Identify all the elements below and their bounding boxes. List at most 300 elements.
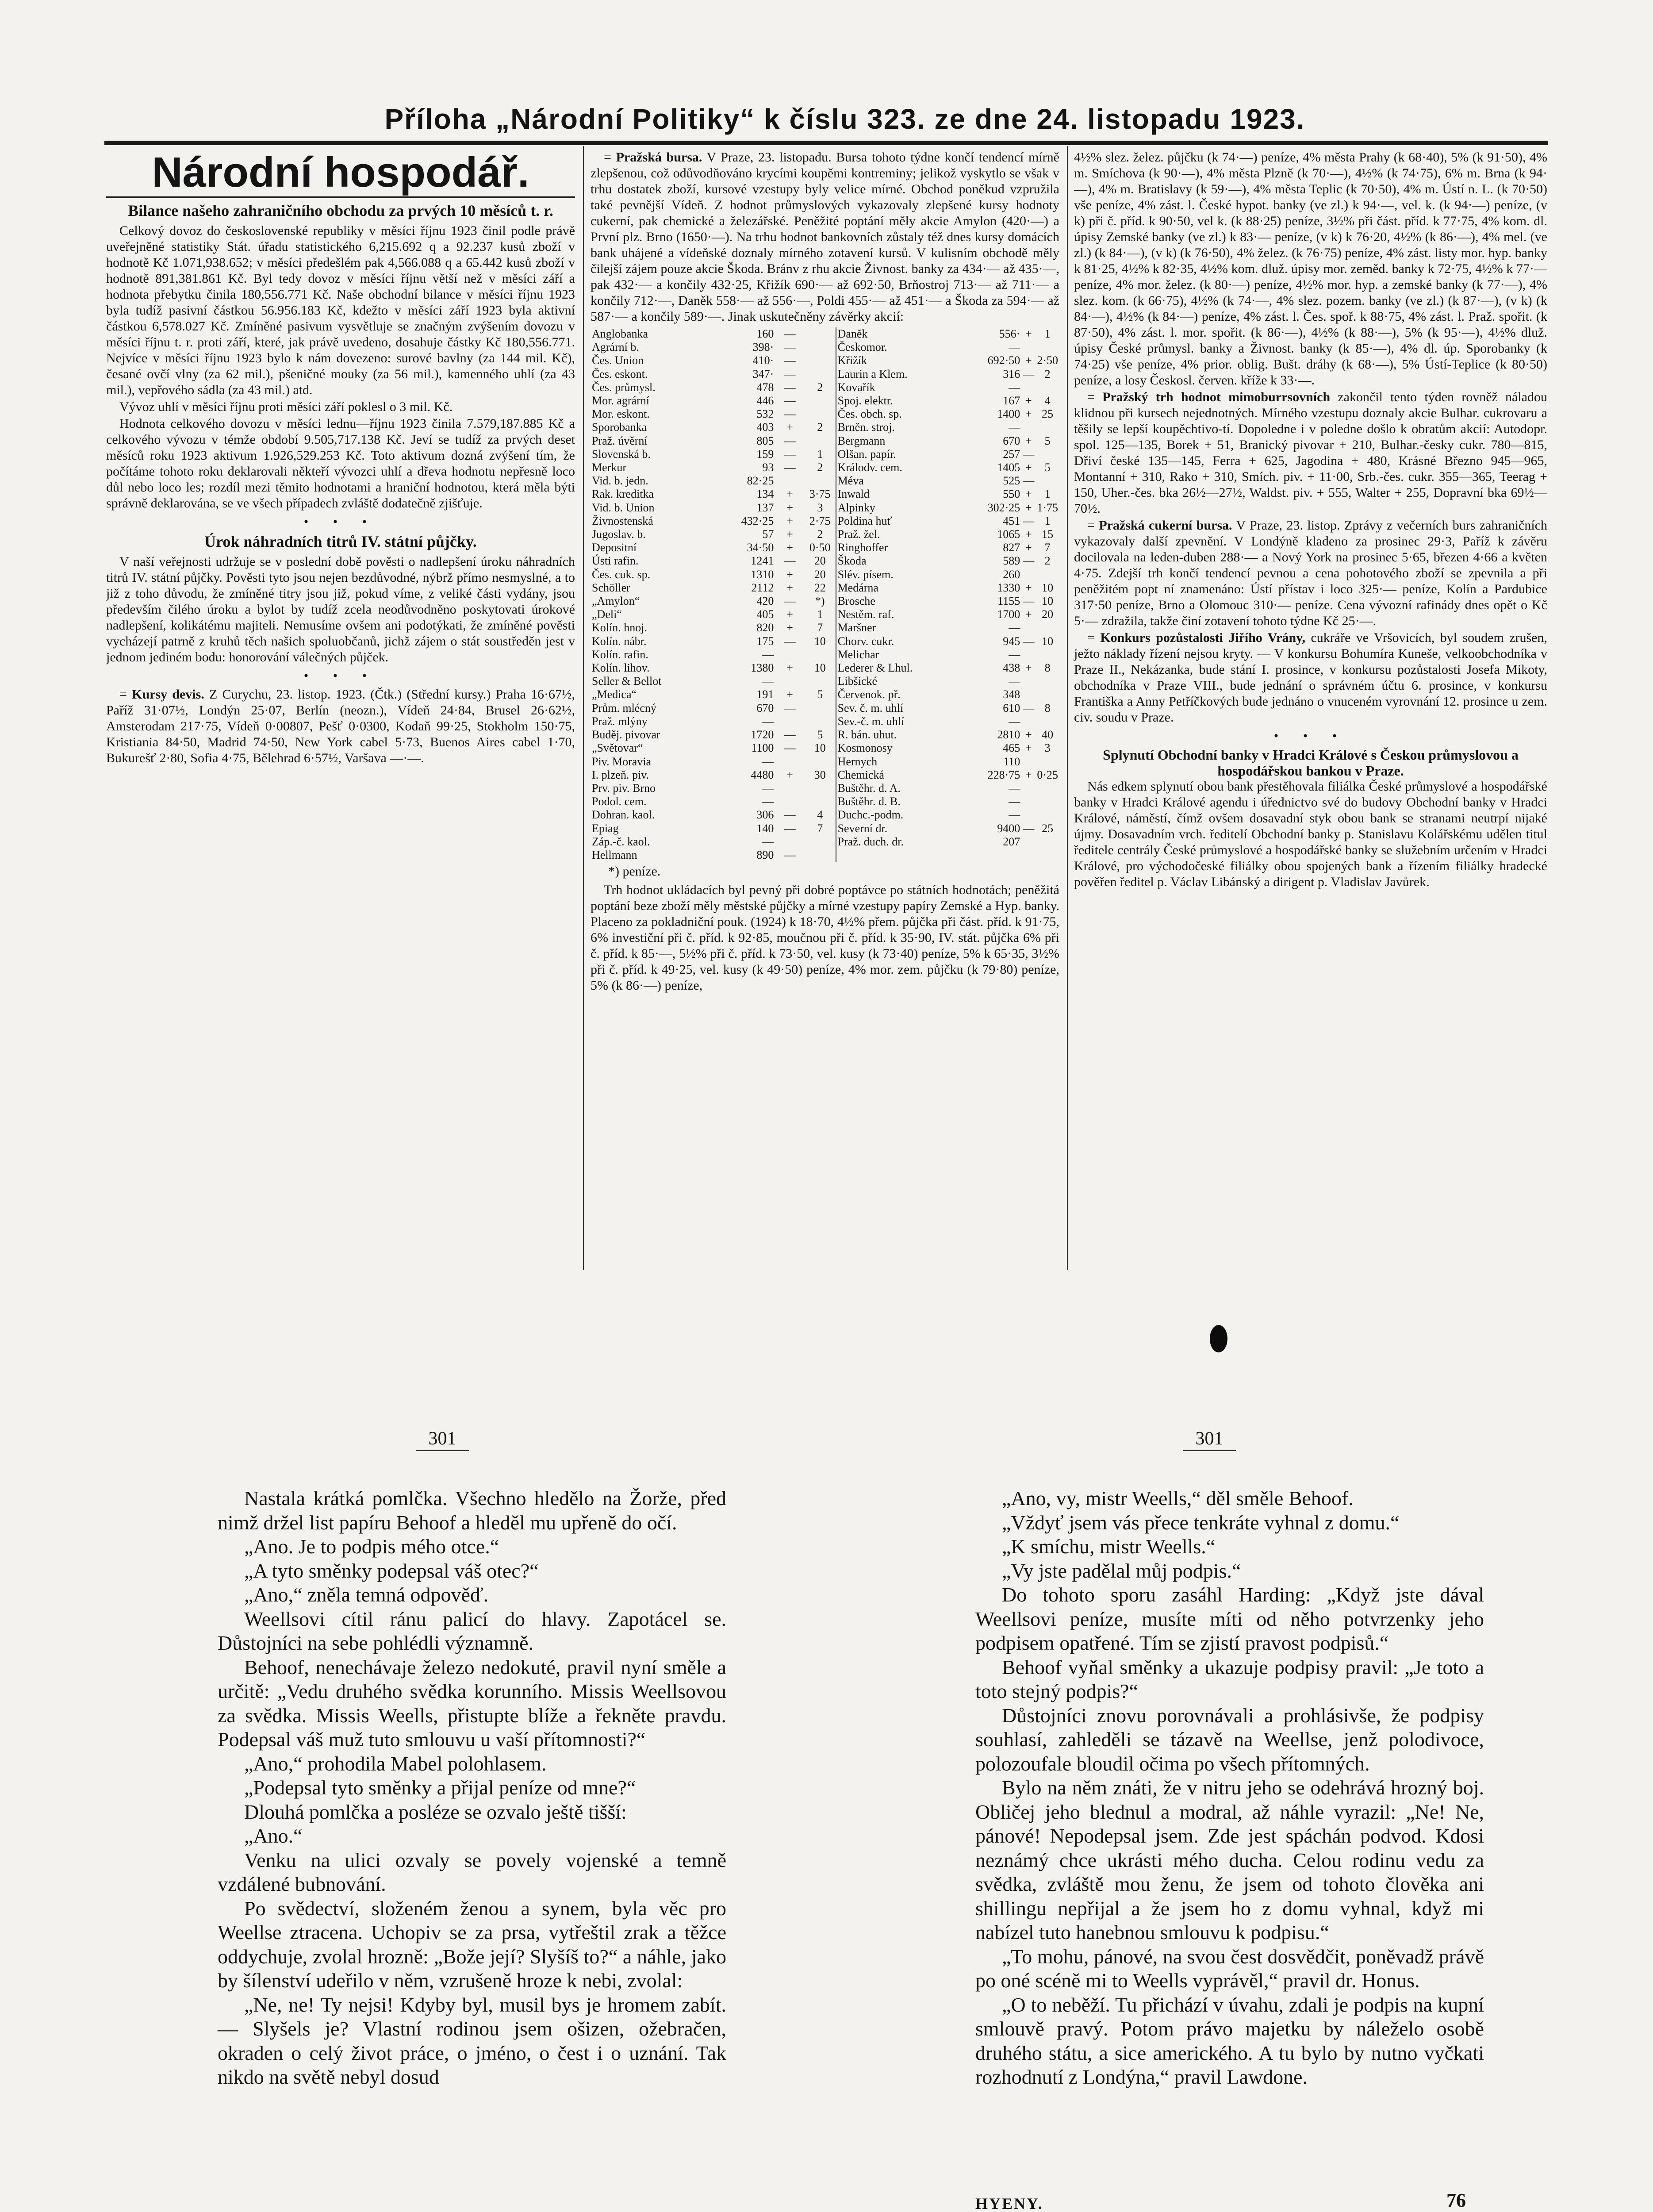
novel-paragraph: „Vy jste padělal můj podpis.“ [1002,1559,1241,1582]
stock-name: Praž. úvěrní [592,434,648,447]
stock-price: 451 [1003,514,1020,527]
stock-row [591,368,1059,381]
stock-change-sign: + [1025,394,1032,407]
stock-name: Spoj. elektr. [836,394,977,407]
stock-change-sign: — [784,461,796,474]
stock-change-sign: — [1023,634,1035,648]
stock-change [1036,835,1059,849]
stock-name: Slév. písem. [836,568,977,581]
stock-change-sign [1021,688,1036,701]
stock-name: Praž. duch. dr. [836,835,977,849]
article-paragraph-prague-bourse: = Pražská bursa. V Praze, 23. listopadu. Bursa tohoto týdne končí tendencí mírně zlepšenou, což odůvodňováno krycími koupěmi kontreminy; jelikož vyskytlo se však v trhu dostatek zboží, kursové vzestupy byly velice mírné. Obchod poněkud vzpružila také pevnější Vídeň. Z hodnot průmyslových vykazovaly zlepšené kursy hodnoty cukerní, pak chemické a železářské. Peněžité poptání měly akcie Amylon (420·—) a První plz. Brno (1650·—). Na trhu hodnot bankovních zůstaly též dnes kursy domácích bank uhájené a vídeňské doznaly mírného zotavení kursů. V kulisním obchodě měly čilejší zájem pouze akcie Škoda. Bránv z rhu akcie Živnost. banky za 434·— až 435·—, pak 432·— a končily 432·25, Křižík 690·— až 692·50, Brňostroj 713·— až 711·— a končily 712·—, Daněk 558·— až 556·—, Poldi 455·— až 451·— a Škoda za 594·— až 587·— a končily 589·—. Jinak uskutečněny závěrky akcií: [591,150,1059,324]
stock-row [591,488,1059,501]
stock-row [591,394,1059,407]
stock-change: 5 [817,688,823,701]
stock-name: Chemická [836,768,977,782]
article-paragraph: Celkový dovoz do československé republiky v měsíci říjnu 1923 činil podle právě uveřejněné statistiky Stát. úřadu statistického 6,215.692 q a 92.237 kusů zboží v hodnotě Kč 1.071,938.652; v měsíci předešlém pak 4,566.088 q a 65.442 kusů zboží v hodnotě 891,381.861 Kč. Byl tedy dovoz v měsíci říjnu větší než v měsíci září a hodnota přebytku činila 180,556.771 Kč. Naše obchodní bilance v měsíci říjnu 1923 byla tudíž pasivní částkou 56.956.183 Kč, kdežto v měsíci září 1923 byla aktivní částkou 6,578.027 Kč. Zmíněné pasivum vysvětluje se značným zvýšením dovozu v měsíci říjnu t. r. proti září, které, jak právě uvedeno, dosahuje částky Kč 180,556.771. Nejvíce v měsíci říjnu 1923 bylo k nám dovezeno: surové bavlny (za 144 mil. Kč), česané ovčí vlny (za 62 mil.), pšeničné mouky (za 56 mil.), kamenného uhlí (za 43 mil.), vepřového sádla (za 43 mil.) atd. [106,223,575,397]
stock-change-sign [1021,715,1036,728]
stock-change-sign [775,755,805,768]
stock-change-sign: + [786,581,793,594]
stock-change: 7 [1044,541,1051,554]
stock-change: 1 [1044,488,1051,501]
stock-name: Prům. mlécný [592,701,656,714]
stock-change-sign [1021,341,1036,354]
novel-paragraph: „To mohu, pánové, na svou čest dosvědčit, poněvadž právě po oné scéně mi to Weells vyprávěl,“ pravil dr. Honus. [975,1945,1484,1992]
stock-change-sign [775,715,805,728]
article-paragraph: = Pražská cukerní bursa. V Praze, 23. listop. Zprávy z večerních burs zahraničních vykazovaly další zpevnění. V Londýně kladeno za prosinec 29·3, Paříž k závěru docilovala na leden-duben 288·— a Nový York na prosinec 5·65, březen 4·66 a květen 4·75. Zdejší trh končí tendencí pevnou a cena pohotového zboží se zpevnila a při peněžitém popt ní znamenáno: Ústí přístav i loco 325·— peníze, Kolín a Pardubice 317·50 peníze, Brno a Olomouc 310·— peníze. Cena vývozní rafinády dnes opět o Kč 5·— zdražila, takže činí zotavení tohoto týdne Kč 25·—. [1074,518,1548,628]
stock-change-sign: + [786,421,793,434]
stock-change-sign: — [784,595,796,608]
stock-price: 1720 [751,728,774,741]
stock-change: 4 [817,808,823,822]
stock-row [591,648,1059,661]
stock-row [591,661,1059,675]
stock-change-sign: + [786,488,793,501]
stock-change-sign [1021,808,1036,822]
stock-change [805,795,836,808]
stock-price: 110 [1003,755,1020,768]
stock-change [805,434,836,448]
stock-change-sign: — [784,701,796,714]
separator-dots: • • • [1273,729,1348,743]
stock-change [805,702,836,715]
stock-change: 8 [1044,701,1051,714]
stock-row [591,741,1059,755]
stock-name: Buděj. pivovar [592,728,660,741]
stock-price: 1310 [751,568,774,581]
stock-price: 140 [756,822,774,835]
stock-name: Alpinky [836,501,977,515]
novel-column-right [975,1486,1484,2089]
stock-price: 670 [1003,434,1020,447]
article-paragraph: Trh hodnot ukládacích byl pevný při dobré poptávce po státních hodnotách; peněžitá poptání beze zboží měly městské půjčky a mírné vzestupy papíry Zemské a Hyp. banky. Placeno za pokladniční pouk. (1924) k 18·70, 4½% přem. půjčka při část. příd. k 91·75, 6% investiční při č. příd. k 92·85, moučnou při č. příd. k 35·90, IV. stát. půjčka 6% při č. příd. k 85·—, 5½% při č. příd. k 73·50, vel. kusy (k 73·40) peníze, 5% k 65·35, 3½% při č. příd. k 49·25, vel. kusy (k 49·50) peníze, 4% mor. zem. půjčku (k 79·80) peníze, 5% (k 86·—) peníze, [591,883,1059,993]
stock-name: Vid. b. jedn. [592,474,648,488]
article-lead: Pražská cukerní bursa. [1099,518,1232,533]
stock-change: 20 [1042,608,1054,621]
stock-name: Jugoslav. b. [592,528,646,541]
stock-price: 82·25 [747,474,774,488]
stock-change-sign [1021,849,1036,862]
stock-price: 405 [756,608,774,621]
stock-change-sign: + [1025,581,1032,594]
stock-change-sign: — [1023,701,1035,714]
page-number-right: 301 [1195,1429,1223,1449]
stock-change-sign: + [786,541,793,554]
stock-name: Hellmann [592,848,637,861]
stock-change [1036,795,1059,808]
stock-change-sign: + [1025,407,1032,421]
stock-price: 478 [756,380,774,394]
stock-name: Dohran. kaol. [592,808,655,822]
stock-change: 8 [1044,661,1051,675]
stock-price: 1241 [751,554,774,568]
stock-change-sign: — [784,327,796,340]
article-lead: Konkurs pozůstalosti Jiřího Vrány, [1100,630,1306,645]
stock-row [591,448,1059,461]
stock-change: 10 [1042,581,1054,594]
stock-change [1036,715,1059,728]
stock-price: 692·50 [987,354,1020,367]
stock-change-sign [1021,421,1036,434]
stock-price: — [1009,714,1020,728]
stock-row [591,782,1059,795]
stock-price: 805 [756,434,774,447]
stock-change-sign: + [786,688,793,701]
stock-price: 34·50 [747,541,774,554]
stock-price: 890 [756,848,774,861]
stock-change-sign: — [1023,822,1035,835]
stock-change-sign: + [786,608,793,621]
column-3 [1074,150,1547,891]
stock-change [1036,448,1059,461]
novel-paragraph: Nastala krátká pomlčka. Všechno hledělo na Žorže, před nimž držel list papíru Behoof a hleděl mu upřeně do očí. [218,1487,726,1534]
stock-change [1036,621,1059,634]
stock-change-sign: — [784,434,796,447]
stock-name: Libšické [836,675,977,688]
stock-name [836,849,977,862]
stock-change [805,407,836,421]
stock-name: Křižík [836,354,977,367]
stock-change: 15 [1042,528,1054,541]
stock-row [591,715,1059,728]
stock-change [1036,782,1059,795]
stock-price: 465 [1003,741,1020,755]
separator-dots: • • • [303,515,378,529]
stock-price: 550 [1003,488,1020,501]
stock-name: Červenok. př. [836,688,977,701]
stock-change [805,755,836,768]
stock-price: — [762,675,774,688]
section-title-underline [106,196,575,198]
stock-name: Vid. b. Union [592,501,655,514]
stock-price: — [762,835,774,848]
stock-change-sign: — [784,394,796,407]
novel-paragraph: „Ano. Je to podpis mého otce.“ [244,1535,499,1558]
stock-change-sign [1021,648,1036,661]
article-paragraph-devises: = Kursy devis. Z Curychu, 23. listop. 1923. (Čtk.) (Střední kursy.) Praha 16·67½, Paříž 31·07½, Londýn 25·07, Berlín (neozn.), Vídeň 24·84, Brusel 26·62½, Amsterodam 217·75, Vídeň 0·00807, Pešť 0·0300, Kodaň 99·25, Stokholm 150·75, Kristiania 84·50, Madrid 74·50, New York cabel 5·73, Buenos Aires cabel 1·70, Bukurešť 2·80, Sofia 4·75, Bělehrad 6·57½, Varšava —·—. [106,687,575,765]
stock-change [805,394,836,407]
stock-change-sign: + [1025,461,1032,474]
stock-change-sign: + [1025,354,1032,367]
stock-change: 2 [817,461,823,474]
stock-change-sign: — [784,447,796,461]
stock-change-sign: — [784,808,796,822]
stock-change [1036,688,1059,701]
stock-name: Medárna [836,581,977,595]
stock-name: „Medica“ [592,688,637,701]
stock-change-sign [775,835,805,849]
novel-paragraph: Bylo na něm znáti, že v nitru jeho se odehrává hrozný boj. Obličej jeho blednul a modral, až náhle vyrazil: „Ne! Ne, pánové! Nepodepsal jsem. Zde jest spáchán podvod. Kdosi neznámý chce ukrásti mého ducha. Celou rodinu vedu za svědka, zvláště mou ženu, že jsem od tohoto člověka ani shillingu nepřijal a že jsem ho z domu vyhnal, když mi nabízel tuto hanebnou smlouvu k podpisu.“ [975,1776,1484,1943]
stock-change-sign [1021,675,1036,688]
stock-price: 1400 [997,407,1020,421]
novel-paragraph: „Ano, vy, mistr Weells,“ děl směle Behoof. [1002,1487,1354,1509]
stock-price: 398· [752,341,774,354]
stock-price: 9400 [997,822,1020,835]
novel-paragraph: Do tohoto sporu zasáhl Harding: „Když jste dával Weellsovi peníze, musíte míti od něho potvrzenky jeho podpisem opatřené. Tím se zjistí pravost podpisů.“ [975,1583,1484,1654]
stock-name: Podol. cem. [592,795,647,808]
stock-name: Bergmann [836,434,977,448]
stock-change-sign [775,782,805,795]
stock-change: 1 [1044,514,1051,527]
stock-change: 10 [814,661,826,675]
stock-row [591,421,1059,434]
stock-name: Severní dr. [836,822,977,835]
novel-paragraph: „Podepsal tyto směnky a přijal peníze od mne?“ [244,1776,636,1799]
stock-price: 1155 [997,595,1020,608]
stock-name: Kolín. nábr. [592,634,647,648]
stock-price: — [762,781,774,795]
stock-change: 2·75 [809,514,831,527]
stock-row [591,835,1059,849]
stock-change: 25 [1042,407,1054,421]
stock-name: Kolín. hnoj. [592,621,647,634]
stock-change: 22 [814,581,826,594]
stock-price: 827 [1003,541,1020,554]
stock-name: Mor. agrární [592,394,649,407]
stock-name: Škoda [836,554,977,568]
stock-change: 2·50 [1037,354,1058,367]
stock-row [591,755,1059,768]
stock-row [591,407,1059,421]
stock-name: Daněk [836,327,977,341]
footnote: *) peníze. [608,864,661,879]
stock-change: 1 [817,608,823,621]
article-lead: Kursy devis. [132,687,204,702]
stock-name: Depositní [592,541,637,554]
stock-row [591,675,1059,688]
stock-price: 589 [1003,554,1020,568]
stock-price: — [1009,380,1020,394]
stock-name: Čes. obch. sp. [836,407,977,421]
print-dot [1210,1325,1227,1352]
stock-name: Hernych [836,755,977,768]
stock-name: Sporobanka [592,421,647,434]
stock-price: 134 [756,488,774,501]
stock-row [591,688,1059,701]
stock-price: — [1009,675,1020,688]
stock-change-sign: + [1025,608,1032,621]
stock-price: 2112 [751,581,774,594]
stock-change-sign: — [784,822,796,835]
stock-name: Agrární b. [592,341,639,354]
stock-name: Anglobanka [592,327,648,340]
stock-price: 93 [762,461,774,474]
stock-change [805,849,836,862]
stock-name: Epiag [592,822,619,835]
stock-change-sign: — [1023,367,1035,380]
article-paragraph: = Pražský trh hodnot mimoburrsovních zakončil tento týden rovněž náladou klidnou při kursech nejednotných. Mírného vzestupu doznaly akcie Bulhar. cukrovaru a těšily se lepší koupěchtivo-tí. Dopoledne i v poledne došlo k obratům akcií: Autodopr. spol. 125—135, Borek + 51, Branický pivovar + 210, Bulhar.-česky cukr. 780—815, Dřiví české 135—145, Ferra + 625, Jagodina + 480, Krásné Březno 945—965, Montanní + 310, Rako + 310, Smích. piv. + 11·00, Srb.-čes. cukr. 355—365, Teerag + 150, Uher.-čes. bka 26½—27½, Waldst. piv. + 555, Walter + 255, Dopravní bka 69½—70½. [1074,390,1548,516]
stock-price: 820 [756,621,774,634]
stock-change [805,675,836,688]
stock-price: 347· [752,367,774,380]
novel-paragraph: „A tyto směnky podepsal váš otec?“ [244,1559,539,1582]
stock-change [1036,755,1059,768]
stock-change: 5 [1044,434,1051,447]
article-text: V Praze, 23. listop. Zprávy z večerních burs zahraničních vykazovaly další zpevnění. V Londýně kladeno za prosinec 29·3, Paříž k závěru docilovala na leden-duben 288·— a Nový York na prosinec 5·65, březen 4·66 a květen 4·75. Zdejší trh končí tendencí pevnou a cena pohotového zboží se zpevnila a při peněžitém popt ní znamenáno: Ústí přístav i loco 325·— peníze, Kolín a Pardubice 317·50 peníze, Brno a Olomouc 310·— peníze. Cena vývozní rafinády dnes opět o Kč 5·— zdražila, takže činí zotavení tohoto týdne Kč 25·—. [1074,518,1548,628]
article-paragraph: Hodnota celkového dovozu v měsíci lednu—říjnu 1923 činila 7.579,187.885 Kč a celkového vývozu v témže období 9.505,717.138 Kč. Jeví se tudíž za prvých deset měsíců roku 1923 aktivum 1.926,529.253 Kč. Toto aktivum dozná zvýšení tím, že počítáme tohoto roku deklarovali někteří vývozci uhlí a dřeva hodnotu nepřesně loco důl nebo loco les; rozdíl mezi těmito hodnotami a hraniční hodnotou, která měla býti správně deklarována, se ve všech případech zvláště dodatečně zjišťuje. [106,416,575,511]
stock-change: *) [815,595,825,608]
stock-change [1036,808,1059,822]
stock-name: Olšan. papír. [836,448,977,461]
stock-change-sign [775,675,805,688]
page-number-rule [1183,1450,1236,1451]
stock-row [591,341,1059,354]
stock-change-sign: — [784,728,796,741]
article-paragraph: Nás edkem splynutí obou bank přestěhovala filiálka České průmyslové a hospodářské banky v Hradci Králové agendu i úřednictvo své do budovy Obchodní banky v Hradci Králové, náměstí, čímž ovšem dosavadní styk obou bank se stranami neutrpí nijaké újmy. Dosavadním vrch. ředitelí Obchodní banky p. Stanislavu Kolářskému udělen titul ředitele centrály České průmyslové a hospodářské banky se služebním určením v Hradci Králové, pro východočeské filiálky obou spojených bank a řízením filiálky hradecké pověřen ředitel p. Václav Libánský a dirigent p. Vladislav Javůrek. [1074,779,1547,889]
stock-change [805,835,836,849]
stock-row [591,849,1059,862]
novel-column-left [218,1486,726,2089]
article-text: cukráře ve Vršovicích, byl soudem zrušen, ježto náklady řízení nejsou kryty. — V konkursu Bohumíra Kuneše, velkoobchodníka v Praze II., Nekázanka, bude stání I. prosince, v konkursu pozůstalosti Josefa Mikoty, obchodníka v Praze VIII., bude jednání o správném účtu 6. prosince, v konkursu Františka a Anny Petříčkových bude jednáno o vnuceném vyrovnání 12. prosince u zem. civ. soudu v Praze. [1074,630,1548,725]
stock-row [591,728,1059,741]
stock-price: 610 [1003,701,1020,714]
stock-change-sign: + [786,528,793,541]
stock-change: 3·75 [809,488,831,501]
stock-price: 1700 [997,608,1020,621]
stock-change-sign: — [1023,554,1035,568]
stock-name: Slovenská b. [592,447,651,461]
stock-change [805,354,836,367]
stock-change: 2 [1044,554,1051,568]
stock-price: 57 [762,528,774,541]
supplement-header: Příloha „Národní Politiky“ k číslu 323. ze dne 24. listopadu 1923. [384,103,1305,135]
stock-price: 438 [1003,661,1020,675]
stock-change [1036,675,1059,688]
stock-name: Praž. žel. [836,528,977,541]
stock-price: — [1009,795,1020,808]
stock-change: 20 [814,568,826,581]
page-number-rule [416,1450,469,1451]
stock-change: 1 [817,447,823,461]
stock-price: 257 [1003,447,1020,461]
stock-change: 2 [1044,367,1051,380]
stock-change [1036,568,1059,581]
stock-name: Nestěm. raf. [836,608,977,621]
stock-change-sign: + [786,568,793,581]
stock-change-sign: + [786,768,793,781]
novel-paragraph: Po svědectví, složeném ženou a synem, byla věc pro Weellse ztracena. Uchopiv se za prsa, vytřeštil zrak a těžce oddychuje, zvolal hrozně: „Bože její? Slyšíš to?“ a náhle, jako by šílenství udeřilo v něm, vzrušeně hroze k nebi, zvolal: [218,1897,726,1992]
stock-change: 10 [814,741,826,755]
stock-name: Brněn. stroj. [836,421,977,434]
column-2 [591,150,1059,995]
column-divider [1067,146,1068,1270]
stock-name: Kolín. lihov. [592,661,650,675]
stock-change: 40 [1042,728,1054,741]
stock-change-sign: + [1025,501,1032,514]
stock-name: Melichar [836,648,977,661]
novel-paragraph: „Ano,“ prohodila Mabel polohlasem. [244,1752,547,1775]
stock-change-sign [1021,755,1036,768]
stock-change: 1·75 [1037,501,1058,514]
stock-price: — [1009,341,1020,354]
article-paragraph: V naší veřejnosti udržuje se v poslední době pověsti o nadlepšení úroku náhradních titrů IV. státní půjčky. Pověsti tyto jsou nejen bezdůvodné, nýbrž přímo nesmyslné, a to již z toho důvodu, že zmíněné titry jsou již, pokud víme, z veliké části vydány, jsou především čilého úroku a bylot by tudíž zcela neodůvodněno poskytovati úrokové nadlepšení, kolikátému majiteli. Nemusíme ovšem ani podotýkati, že zmíněné pověsti vycházejí patrně z kruhů těch našich spoluobčanů, jichž zájem o stát soustředěn jest v jednom jediném bodu: honorování válečných půjček. [106,554,575,664]
stock-change-sign: + [786,621,793,634]
stock-price: — [762,714,774,728]
stock-row [591,702,1059,715]
article-lead: Pražská bursa. [616,150,702,165]
stock-price: 159 [756,447,774,461]
stock-row [591,595,1059,608]
column-1 [106,150,575,767]
stock-change: 5 [817,728,823,741]
page-number-left: 301 [428,1429,456,1449]
stock-price: 1065 [997,528,1020,541]
stock-change-sign: + [1025,434,1032,447]
stock-change [1036,849,1059,862]
stock-change-sign: + [1025,661,1032,675]
stock-change-sign: + [1025,327,1032,340]
stock-change [805,648,836,661]
stock-row [591,501,1059,515]
stock-change-sign: + [786,514,793,527]
stock-change-sign: — [784,634,796,648]
stock-change-sign: — [1023,595,1035,608]
stock-name: Čes. průmysl. [592,380,656,394]
stock-change-sign: — [784,554,796,568]
stock-row [591,474,1059,488]
stock-row [591,434,1059,448]
stock-change: 2 [817,380,823,394]
article-text: Z Curychu, 23. listop. 1923. (Čtk.) (Střední kursy.) Praha 16·67½, Paříž 31·07½, Londýn 25·07, Berlín (neozn.), Vídeň 24·84, Brusel 26·62½, Amsterodam 217·75, Vídeň 0·00807, Pešť 0·0300, Kodaň 99·25, Stokholm 150·75, Kristiania 84·50, Madrid 74·50, New York cabel 5·73, Buenos Aires cabel 1·70, Bukurešť 2·80, Sofia 4·75, Bělehrad 6·57½, Varšava —·—. [106,687,575,765]
stock-price: 1405 [997,461,1020,474]
article-paragraph: = Konkurs pozůstalosti Jiřího Vrány, cukráře ve Vršovicích, byl soudem zrušen, ježto náklady řízení nejsou kryty. — V konkursu Bohumíra Kuneše, velkoobchodníka v Praze II., Nekázanka, bude stání I. prosince, v konkursu pozůstalosti Josefa Mikoty, obchodníka v Praze VIII., bude jednání o správném účtu 6. prosince, v konkursu Františka a Anny Petříčkových bude jednáno o vnuceném vyrovnání 12. prosince u zem. civ. soudu v Praze. [1074,630,1548,725]
stock-price: 2810 [997,728,1020,741]
stock-name: Čes. cuk. sp. [592,568,651,581]
stock-name: Merkur [592,461,626,474]
novel-paragraph: „Ano,“ zněla temná odpověď. [244,1583,489,1606]
stock-row [591,581,1059,595]
stock-name: R. bán. uhut. [836,728,977,741]
stock-change-sign: + [786,661,793,675]
stock-change-sign: — [784,741,796,755]
sheet-number: 76 [1446,2189,1466,2211]
stock-name: Rak. kreditka [592,488,654,501]
novel-paragraph: Důstojníci znovu porovnávali a prohlásivše, že podpisy souhlasí, zahleděli se tázavě na Weellse, jenž polodivoce, polozoufale bloudil očima po všech přítomných. [975,1704,1484,1775]
stock-change-sign: — [784,848,796,861]
novel-paragraph: „Ano.“ [244,1824,303,1847]
stock-row [591,635,1059,648]
stock-price: 348 [1003,688,1020,701]
stock-change: 0·25 [1037,768,1058,781]
stock-price: — [1009,421,1020,434]
stock-change: 1 [1044,327,1051,340]
stock-change-sign: + [786,501,793,514]
stock-change-sign: — [784,341,796,354]
stock-change [805,715,836,728]
novel-paragraph: Venku na ulici ozvaly se povely vojenské a temně vzdálené bubnování. [218,1848,726,1895]
stock-price: 532 [756,407,774,421]
stock-name: Praž. mlýny [592,714,648,728]
stock-change: 10 [1042,595,1054,608]
stock-name: Brosche [836,595,977,608]
signature-mark: HYENY. [975,2195,1043,2212]
stock-name: Seller & Bellot [592,675,662,688]
stock-change-sign: — [784,407,796,421]
stock-change: 0·50 [809,541,831,554]
stock-name: Prv. piv. Brno [592,781,656,795]
stock-price: 175 [756,634,774,648]
stock-name: Piv. Moravia [592,755,652,768]
stock-name: Kovařík [836,381,977,394]
stock-change-sign [775,474,805,488]
article-title-bank-merger: Splynutí Obchodní banky v Hradci Králové s Českou průmyslovou a hospodářskou bankou v Praze. [1103,747,1519,779]
stock-row [591,541,1059,554]
stock-change [805,368,836,381]
stock-change: 25 [1042,822,1054,835]
stock-price: 1380 [751,661,774,675]
article-paragraph: 4½% slez. želez. půjčku (k 74·—) peníze, 4% města Prahy (k 68·40), 5% (k 91·50), 4% m. Smíchova (k 90·—), 4% města Plzně (k 70·—), 4½% (k 74·75), 6% m. Brna (k 94·—), 4% m. Bratislavy (k 59·—), 4% města Teplic (k 70·50), 4% m. Ústí n. L. (k 70·50) vše peníze, 4% zást. l. České hypot. banky (ve zl.) k 94·—, vel. k. (k 94·—) peníze, (v k) při č. příd. k 90·50, vel k. (k 88·25) peníze, 3½% při část. příd. k 77·75, 4% kom. dl. úpisy Zemské banky (ve zl.) k 83·— peníze, (v k) k 76·20, 4½% (k 86·—), 4% mel. (ve zl.) (k 84·—), (v k) (k 76·50), 4% želez. (k 76·75) peníze, 4% zást. listy mor. hyp. banky k 81·25, 4½% k 82·35, 4½% kom. dluž. úpisy mor. zeměd. banky k 72·75, 4½% k 77·— peníze, 4% mor. želez. (k 80·—) peníze, 4½% mor. hyp. a zemské banky (k 77·—), 4% slez. kom. (k 66·75), 4½% (k 74·—, 4% slez. pozem. banky (ve zl.) (k 87·—), (v k) (k 84·—), 4½% (k 84·—) peníze, 4% zást. l. Čes. spoř. k 88·75, 4% zást. l. Praž. spořit. (k 87·50), 4% zást. l. mor. spořit. (k 86·—), 4½% (k 88·—), 5% (k 95·—), 4½% dluž. úpisy České průmysl. banky a Živnost. banky (k 85·—), 4% dl. úp. Sporobanky (k 74·25) vše peníze, 4% prior. oblig. Bušt. dráhy (k 68·—), 5% Ústí-Teplice (k 80·50) peníze, a losy Českosl. červen. kříže k 33·—. [1074,150,1547,388]
stock-price: — [762,648,774,661]
